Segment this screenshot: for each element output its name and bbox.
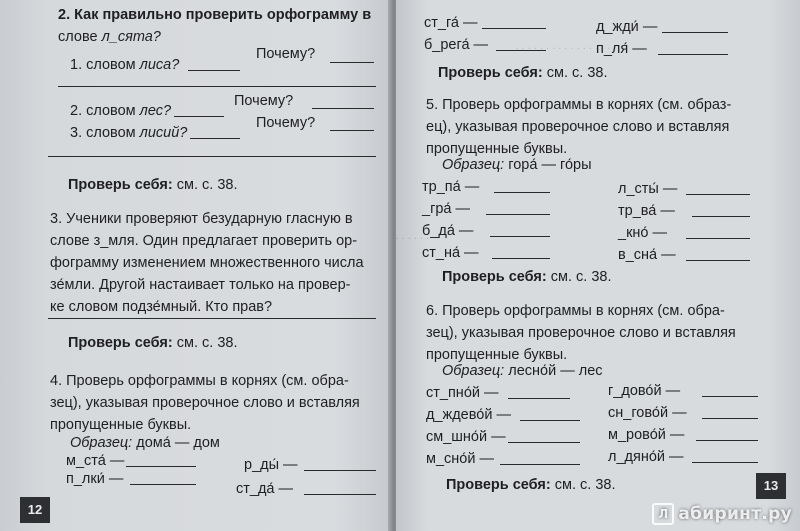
task5-item-7-blank[interactable] <box>492 258 550 259</box>
task6-line2: зец), указывая проверочное слово и вставляя <box>426 325 736 341</box>
task6-item-2-blank[interactable] <box>702 396 758 397</box>
task5-item-4-blank[interactable] <box>692 216 750 217</box>
task2-option-1-why: Почему? <box>256 46 316 62</box>
top-item-1: ст_га́ — <box>424 15 478 31</box>
task5-check: Проверь себя: см. с. 38. <box>442 269 612 285</box>
task6-line3: пропущенные буквы. <box>426 347 568 363</box>
task2-question-line2: слове л_сята? <box>58 29 161 45</box>
task5-item-2-blank[interactable] <box>686 194 750 195</box>
task6-item-1-blank[interactable] <box>508 398 570 399</box>
task4-line3: пропущенные буквы. <box>50 417 192 433</box>
task2-option-2-why-blank[interactable] <box>312 108 374 109</box>
task4-line2: зец), указывая проверочное слово и вставляя <box>50 395 360 411</box>
task6-item-8-blank[interactable] <box>692 462 758 463</box>
task5-line2: ец), указывая проверочное слово и вставляя <box>426 119 730 135</box>
task2-option-3-why: Почему? <box>256 115 316 131</box>
task5-item-5: б_да́ — <box>422 223 474 239</box>
right-page <box>396 0 800 531</box>
task6-item-4-blank[interactable] <box>702 418 758 419</box>
task6-item-3-blank[interactable] <box>520 420 580 421</box>
task2-check: Проверь себя: см. с. 38. <box>68 177 238 193</box>
task2-option-2: 2. словом лес? <box>70 103 172 119</box>
answer-line[interactable] <box>58 86 376 87</box>
watermark-text: абиринт.ру <box>678 504 792 524</box>
task2-option-2-blank[interactable] <box>174 116 224 117</box>
task4-item-2: р_ды́ — <box>244 457 298 473</box>
task2-option-3-blank[interactable] <box>190 138 240 139</box>
task6-item-1: ст_пно́й — <box>426 385 499 401</box>
show-through-text: . . . . . . <box>396 230 430 242</box>
top-item-4-blank[interactable] <box>658 54 728 55</box>
task5-sample: Образец: гора́ — го́ры <box>442 157 592 173</box>
top-item-1-blank[interactable] <box>482 28 546 29</box>
task2-option-3-why-blank[interactable] <box>330 130 374 131</box>
task4-item-3-blank[interactable] <box>130 484 196 485</box>
task3-line2: слове з_мля. Один предлагает проверить ор- <box>50 233 358 249</box>
task6-item-8: л_дяно́й — <box>608 449 684 465</box>
task6-line1: 6. Проверь орфограммы в корнях (см. обра- <box>426 303 725 319</box>
task3-line3: фограмму изменением множественного числа <box>50 255 364 271</box>
task6-item-7: м_сно́й — <box>426 451 494 467</box>
task3-line5: ке словом подзе́мный. Кто прав? <box>50 299 273 315</box>
task5-item-5-blank[interactable] <box>490 236 550 237</box>
page-number-left: 12 <box>20 497 50 523</box>
task5-item-8: в_сна́ — <box>618 247 676 263</box>
task5-item-6: _кно́ — <box>618 225 668 241</box>
task5-item-3-blank[interactable] <box>486 214 550 215</box>
show-through-text: . . . . . . . . . . . . . . . . <box>516 40 611 52</box>
task6-check: Проверь себя: см. с. 38. <box>446 477 616 493</box>
task6-item-5: см_шно́й — <box>426 429 506 445</box>
task4-sample: Образец: дома́ — дом <box>70 435 220 451</box>
top-item-4: п_ля́ — <box>596 41 647 57</box>
task5-item-3: _гра́ — <box>422 201 471 217</box>
task4-line1: 4. Проверь орфограммы в корнях (см. обра- <box>50 373 349 389</box>
task2-option-1: 1. словом лиса? <box>70 57 180 73</box>
task6-item-4: сн_гово́й — <box>608 405 687 421</box>
task2-question-line1: 2. Как правильно проверить орфограмму в <box>58 7 372 23</box>
task2-option-1-blank[interactable] <box>188 70 240 71</box>
answer-line[interactable] <box>48 318 376 319</box>
task6-item-3: д_ждево́й — <box>426 407 511 423</box>
task6-sample: Образец: лесно́й — лес <box>442 363 603 379</box>
task6-item-2: г_дово́й — <box>608 383 681 399</box>
task6-item-6: м_рово́й — <box>608 427 685 443</box>
top-item-2: д_жди́ — <box>596 19 658 35</box>
task4-item-1-blank[interactable] <box>126 466 196 467</box>
top-item-2-blank[interactable] <box>662 32 728 33</box>
task5-item-2: л_сты́ — <box>618 181 678 197</box>
task5-item-1: тр_па́ — <box>422 179 480 195</box>
task4-item-1: м_ста́ — <box>66 453 125 469</box>
task5-item-6-blank[interactable] <box>686 238 750 239</box>
left-page <box>0 0 392 531</box>
answer-line[interactable] <box>48 156 376 157</box>
page-number-right: 13 <box>756 473 786 499</box>
task6-item-6-blank[interactable] <box>696 440 758 441</box>
task5-line3: пропущенные буквы. <box>426 141 568 157</box>
top-check: Проверь себя: см. с. 38. <box>438 65 608 81</box>
task4-item-3: п_лки́ — <box>66 471 124 487</box>
task6-item-5-blank[interactable] <box>508 442 580 443</box>
task5-item-8-blank[interactable] <box>686 260 750 261</box>
task3-line1: 3. Ученики проверяют безударную гласную в <box>50 211 353 227</box>
task5-item-7: ст_на́ — <box>422 245 479 261</box>
task5-item-1-blank[interactable] <box>494 192 550 193</box>
task2-option-2-why: Почему? <box>234 93 294 109</box>
task6-item-7-blank[interactable] <box>500 464 580 465</box>
top-item-3-blank[interactable] <box>496 50 546 51</box>
task2-option-1-why-blank[interactable] <box>330 62 374 63</box>
task3-check: Проверь себя: см. с. 38. <box>68 335 238 351</box>
watermark <box>652 503 792 525</box>
task2-option-3: 3. словом лисий? <box>70 125 188 141</box>
top-item-3: б_рега́ — <box>424 37 489 53</box>
labirint-logo-icon: Л <box>652 503 674 525</box>
task4-item-4: ст_да́ — <box>236 481 294 497</box>
task5-line1: 5. Проверь орфограммы в корнях (см. образ- <box>426 97 732 113</box>
task3-line4: зе́мли. Другой настаивает только на провер- <box>50 277 351 293</box>
task5-item-4: тр_ва́ — <box>618 203 675 219</box>
task4-item-2-blank[interactable] <box>304 470 376 471</box>
task4-item-4-blank[interactable] <box>304 494 376 495</box>
